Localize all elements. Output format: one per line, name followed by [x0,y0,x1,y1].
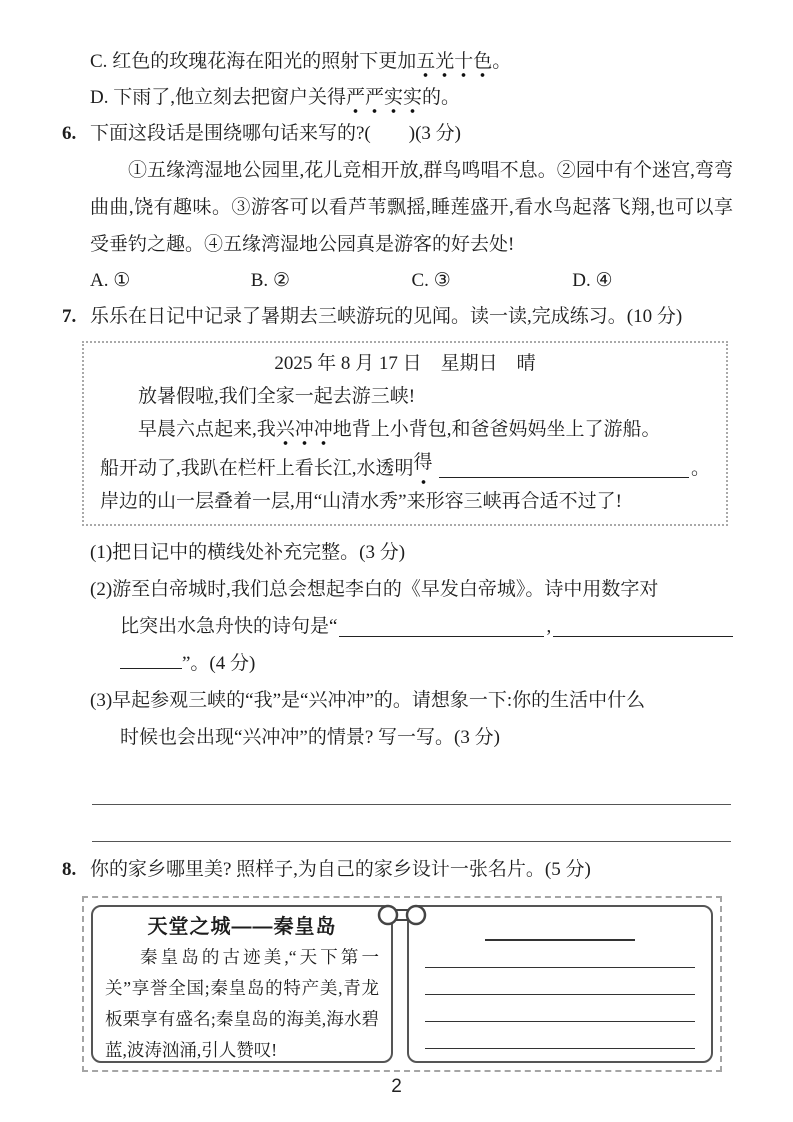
option-d-label: D. [90,87,109,108]
sub-3-line-1: (3)早起参观三峡的“我”是“兴冲冲”的。请想象一下:你的生活中什么 [90,690,646,711]
question-8-number: 8. [62,859,77,880]
option-d-text-pre: 下雨了,他立刻去把窗户关得 [113,87,346,108]
diary-line-2: 早晨六点起来,我兴冲冲地背上小背包,和爸爸妈妈坐上了游船。 [100,413,710,446]
diary-line-1: 放暑假啦,我们全家一起去游三峡! [138,386,416,407]
name-card-panel [82,896,722,1072]
verse-blank-1 [339,617,544,637]
diary-box [82,341,728,526]
question-7-prompt: 乐乐在日记中记录了暑期去三峡游玩的见闻。读一读,完成练习。(10 分) [90,306,683,327]
verse-blank-2 [553,617,733,637]
option-d-text-post: 的。 [422,87,461,108]
question-6-options [90,263,733,299]
question-8-prompt: 你的家乡哪里美? 照样子,为自己的家乡设计一张名片。(5 分) [90,859,591,880]
option-b: B. ② [250,270,290,291]
option-c-emphasized: 五光十色 [416,51,492,78]
question-7 [62,299,733,335]
option-c-line [90,44,733,80]
question-6-passage: ①五缘湾湿地公园里,花儿竞相开放,群鸟鸣唱不息。②园中有个迷宫,弯弯曲曲,饶有趣味。③游客可以看芦苇飘摇,睡莲盛开,看水鸟起落飞翔,也可以享受垂钓之趣。④五缘湾湿地公园真是游客的好去处! [90,160,733,255]
sub-3-line-2: 时候也会出现“兴冲冲”的情景? 写一写。(3 分) [120,727,500,748]
circled-3: ③ [433,270,451,291]
question-7-sub-1: (1)把日记中的横线处补充完整。(3 分) [90,542,406,563]
page-number: 2 [391,1076,402,1097]
binder-rings-icon [373,901,431,929]
option-a: A. ① [90,270,131,291]
example-name-card [91,905,393,1063]
question-7-number: 7. [62,306,77,327]
blank-card-line-4 [425,1022,695,1049]
diary-emphasized-word: 兴冲冲 [276,419,333,446]
sub-2-line-2: 比突出水急舟快的诗句是“ , [120,608,733,645]
question-6-prompt: 下面这段话是围绕哪句话来写的?( )(3 分) [90,123,461,144]
option-c: C. ③ [411,270,451,291]
diary-line-3: 船开动了,我趴在栏杆上看长江,水透明 得 。 [100,446,710,485]
circled-2: ② [272,270,290,291]
blank-card-line-1 [425,941,695,968]
option-c-label: C. [90,51,108,72]
question-7-sub-2 [90,571,733,682]
question-8 [62,852,733,888]
option-c-text-pre: 红色的玫瑰花海在阳光的照射下更加 [112,51,417,72]
verse-blank-3 [120,650,182,669]
diary-date-line: 2025 年 8 月 17 日 星期日 晴 [274,353,536,374]
name-card-body: 秦皇岛的古迹美,“天下第一关”享誉全国;秦皇岛的特产美,青龙板栗享有盛名;秦皇岛的海美,海水碧蓝,波涛汹涌,引人赞叹! [105,947,379,1060]
diary-fill-in-blank [439,458,689,478]
blank-name-card [407,905,713,1063]
option-d-line [90,80,733,116]
answer-lines [62,768,733,842]
question-6 [62,116,733,152]
option-d: D. ④ [572,270,613,291]
diary-emphasized-de: 得 [414,446,433,485]
answer-line-2 [92,805,731,842]
circled-4: ④ [595,270,613,291]
option-d-emphasized: 严严实实 [346,87,422,114]
diary-line-4: 岸边的山一层叠着一层,用“山清水秀”来形容三峡再合适不过了! [100,491,622,512]
blank-card-title-line [485,917,635,941]
blank-card-line-2 [425,968,695,995]
answer-line-1 [92,768,731,805]
question-7-sub-3 [90,682,733,756]
blank-card-line-3 [425,995,695,1022]
sub-2-line-1: (2)游至白帝城时,我们总会想起李白的《早发白帝城》。诗中用数字对 [90,579,659,600]
name-card-title: 天堂之城——秦皇岛 [147,916,337,938]
option-c-text-post: 。 [492,51,512,72]
question-6-number: 6. [62,123,77,144]
circled-1: ① [113,270,131,291]
sub-2-line-3: ”。(4 分) [120,645,733,682]
